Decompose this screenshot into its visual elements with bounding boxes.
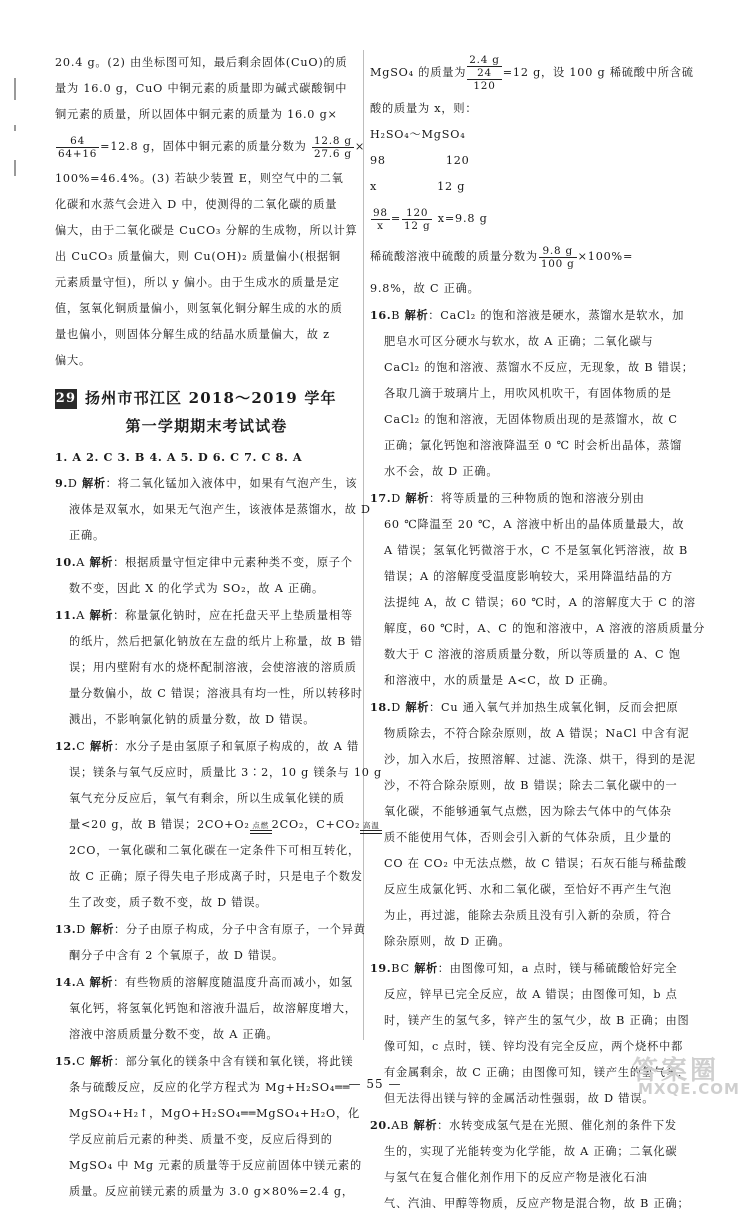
text-line: 液体是双氧水，如果无气泡产生，该液体是蒸馏水，故 D	[69, 503, 371, 516]
text-line: 100%=46.4%。(3) 若缺少装置 E，则空气中的二氧	[55, 172, 344, 185]
question-17: 17.D 解析：将等质量的三种物质的饱和溶液分别由	[370, 491, 645, 505]
text-line: 但无法得出镁与锌的金属活动性强弱，故 D 错误。	[384, 1092, 655, 1105]
text-line: 解度，60 ℃时，A、C 的饱和溶液中，A 溶液的溶质质量分	[384, 622, 706, 635]
text-line: 元素质量守恒)，所以 y 偏小。由于生成水的质量是定	[55, 276, 340, 289]
text-line: 偏大，由于二氧化碳是 CuCO₃ 分解的生成物，所以计算	[55, 224, 358, 237]
text-line: 误；用内壁附有水的烧杯配制溶液，会使溶液的溶质质	[69, 661, 357, 674]
text-line: 和溶液中，水的质量是 A<C，故 D 正确。	[384, 674, 616, 687]
text-line: 溅出，不影响氯化钠的质量分数，故 D 错误。	[69, 713, 316, 726]
watermark-logo	[632, 1050, 744, 1100]
question-10: 10.A 解析：根据质量守恒定律中元素种类不变，原子个	[55, 555, 353, 569]
text-line: 条与硫酸反应，反应的化学方程式为 Mg+H₂SO₄══	[69, 1081, 351, 1094]
page-number: — 55 —	[348, 1077, 402, 1091]
text-line: 误；镁条与氧气反应时，质量比 3∶2，10 g 镁条与 10 g	[69, 766, 382, 779]
fraction: 2.4 g 24 120	[469, 54, 500, 92]
text-line: 法提纯 A，故 C 错误；60 ℃时，A 的溶解度大于 C 的溶	[384, 596, 696, 609]
text-line: 故 C 正确；原子得失电子形成离子时，只是电子个数发	[69, 870, 363, 883]
text-line: 数不变，因此 X 的化学式为 SO₂，故 A 正确。	[69, 582, 324, 595]
text-line: 错误；A 的溶解度受温度影响较大，采用降温结晶的方	[384, 570, 673, 583]
question-16: 16.B 解析：CaCl₂ 的饱和溶液是硬水，蒸馏水是软水，加	[370, 308, 685, 322]
watermark-url: MXQE.COM	[638, 1080, 740, 1098]
equation-line: 98 120	[370, 154, 470, 167]
text-line: 铜元素的质量，所以固体中铜元素的质量为 16.0 g×	[55, 108, 338, 121]
text-line: 正确。	[69, 529, 105, 542]
text-line: 生了改变，质子数不变，故 D 错误。	[69, 896, 268, 909]
exam-title-line2: 第一学期期末考试试卷	[125, 417, 288, 435]
equation-line: x 12 g	[370, 180, 466, 193]
question-18: 18.D 解析：Cu 通入氧气并加热生成氧化铜，反而会把原	[370, 700, 679, 714]
text-line: MgSO₄ 中 Mg 元素的质量等于反应前固体中镁元素的	[69, 1159, 362, 1172]
fraction-line: $\frac{98}{x}$ = $\frac{120}{12 g}$ x=9.8 g	[373, 206, 488, 232]
question-13: 13.D 解析：分子由原子构成，分子中含有原子，一个异黄	[55, 922, 366, 936]
margin-mark	[14, 160, 16, 176]
question-19: 19.BC 解析：由图像可知，a 点时，镁与稀硫酸恰好完全	[370, 961, 678, 975]
fraction: $\frac{64}{64+16}$	[58, 134, 98, 160]
text-line: 沙，加入水后，按照溶解、过滤、洗涤、烘干，得到的是泥	[384, 753, 696, 766]
fraction-line: 稀硫酸溶液中硫酸的质量分数为 $\frac{9.8 g}{100 g}$ ×100%=	[370, 244, 634, 270]
text-line: 酸的质量为 x，则：	[370, 102, 478, 115]
question-14: 14.A 解析：有些物质的溶解度随温度升高而减小，如氢	[55, 975, 353, 989]
fraction-line: $\frac{64}{64+16}$ =12.8 g，固体中铜元素的质量分数为 $\frac{12.8 g}{27.6 g}$ ×	[58, 134, 366, 160]
text-line: MgSO₄+H₂↑，MgO+H₂SO₄══MgSO₄+H₂O，化	[69, 1107, 361, 1120]
equation-line: 量<20 g，故 B 错误；2CO+O₂ 点燃 2CO₂，C+CO₂ 高温	[55, 812, 358, 838]
text-line: 的纸片，然后把氯化钠放在左盘的纸片上称量，故 B 错	[69, 635, 363, 648]
watermark-text: 答案圈	[632, 1056, 720, 1086]
text-line: A 错误；氢氧化钙微溶于水，C 不是氢氧化钙溶液，故 B	[384, 544, 689, 557]
fraction: $\frac{9.8 g}{100 g}$	[540, 244, 575, 270]
text-line: 除杂原则，故 D 正确。	[384, 935, 511, 948]
text-line: 有金属剩余，故 C 正确；由图像可知，镁产生的氢气多，	[384, 1066, 690, 1079]
fraction: $\frac{12.8 g}{27.6 g}$	[313, 134, 352, 160]
text-line: 出 CuCO₃ 质量偏大，则 Cu(OH)₂ 质量偏小(根据铜	[55, 250, 341, 263]
text-line: 偏大。	[55, 354, 91, 367]
text-line: 氧化钙，将氢氧化钙饱和溶液升温后，故溶解度增大，	[69, 1002, 357, 1015]
text-line: 化碳和水蒸气会进入 D 中，使测得的二氧化碳的质量	[55, 198, 338, 211]
text-line: 学反应前后元素的种类、质量不变，反应后得到的	[69, 1133, 333, 1146]
text-line: 9.8%，故 C 正确。	[370, 282, 480, 295]
question-12: 12.C 解析：水分子是由氢原子和氧原子构成的，故 A 错	[55, 739, 359, 753]
text-line: 量分数偏小，故 C 错误；溶液具有均一性，所以转移时	[69, 687, 363, 700]
right-column	[370, 50, 706, 1217]
text-line: 数大于 C 溶液的溶质质量分数，所以等质量的 A、C 饱	[384, 648, 681, 661]
text-line: 质量。反应前镁元素的质量为 3.0 g×80%=2.4 g，	[69, 1185, 354, 1198]
text-line: 值，氢氧化铜质量偏小，则氢氧化铜分解生成的水的质	[55, 302, 343, 315]
text-line: 溶液中溶质质量分数不变，故 A 正确。	[69, 1028, 279, 1041]
text-line: CaCl₂ 的饱和溶液、蒸馏水不反应，无现象，故 B 错误；	[384, 361, 694, 374]
text-line: 时，镁产生的氢气多，锌产生的氢气少，故 B 正确；由图	[384, 1014, 690, 1027]
answers-1-8: 1. A 2. C 3. B 4. A 5. D 6. C 7. C 8. A	[55, 450, 303, 464]
fraction: $\frac{120}{12 g}$	[404, 206, 431, 232]
reaction-arrow: 高温	[360, 822, 382, 834]
text-line: CaCl₂ 的饱和溶液，无固体物质出现的是蒸馏水，故 C	[384, 413, 678, 426]
fraction: $\frac{98}{x}$	[373, 206, 388, 232]
text-line: 量也偏小，则固体分解生成的结晶水质量偏大，故 z	[55, 328, 330, 341]
text-line: 正确；氯化钙饱和溶液降温至 0 ℃ 时会析出晶体，蒸馏	[384, 439, 683, 452]
text-line: 氧化碳，不能够通氧气点燃，因为除去气体中的气体杂	[384, 805, 672, 818]
text-line: 60 ℃降温至 20 ℃，A 溶液中析出的晶体质量最大，故	[384, 518, 685, 531]
text-line: 反应，锌早已完全反应，故 A 错误；由图像可知，b 点	[384, 988, 678, 1001]
text-line: 20.4 g。(2) 由坐标图可知，最后剩余固体(CuO)的质	[55, 56, 348, 69]
text-line: 与氢气在复合催化剂作用下的反应产物是液化石油	[384, 1171, 648, 1184]
text-line: 生的，实现了光能转变为化学能，故 A 正确；二氧化碳	[384, 1145, 678, 1158]
text-line: 水不会，故 D 正确。	[384, 465, 499, 478]
text-line: 物质除去，不符合除杂原则，故 A 错误；NaCl 中含有泥	[384, 727, 690, 740]
question-15: 15.C 解析：部分氧化的镁条中含有镁和氧化镁，将此镁	[55, 1054, 354, 1068]
reaction-arrow: 点燃	[250, 822, 272, 834]
equation-line: H₂SO₄～MgSO₄	[370, 128, 466, 141]
text-line: 质不能使用气体，否则会引入新的气体杂质，且少量的	[384, 831, 672, 844]
text-line: 酮分子中含有 2 个氧原子，故 D 错误。	[69, 949, 284, 962]
text-line: 气、汽油、甲醇等物质，反应产物是混合物，故 B 正确；	[384, 1197, 690, 1210]
question-11: 11.A 解析：称量氯化钠时，应在托盘天平上垫质量相等	[55, 608, 353, 622]
text-line: 量为 16.0 g，CuO 中铜元素的质量即为碱式碳酸铜中	[55, 82, 348, 95]
margin-mark	[14, 78, 16, 100]
exam-title-line1: 扬州市邗江区 2018～2019 学年	[85, 389, 337, 407]
fraction-line: MgSO₄ 的质量为 2.4 g 24 120 =12 g，设 100 g 稀硫酸中所含硫	[370, 54, 694, 92]
text-line: 像可知，c 点时，镁、锌均没有完全反应，两个烧杯中都	[384, 1040, 684, 1053]
text-line: 氧气充分反应后，氧气有剩余，所以生成氧化镁的质	[69, 792, 345, 805]
question-20: 20.AB 解析：水转变成氢气是在光照、催化剂的条件下发	[370, 1118, 677, 1132]
text-line: 各取几滴于玻璃片上，用吹风机吹干，有固体物质的是	[384, 387, 672, 400]
question-9: 9.D 解析：将二氧化锰加入液体中，如果有气泡产生，该	[55, 476, 358, 490]
text-line: 反应生成氯化钙、水和二氧化碳，至恰好不再产生气泡	[384, 883, 672, 896]
exam-number-badge: 29	[55, 389, 77, 409]
text-line: 2CO，一氧化碳和二氧化碳在一定条件下可相互转化，	[69, 844, 360, 857]
text-line: CO 在 CO₂ 中无法点燃，故 C 错误；石灰石能与稀盐酸	[384, 857, 687, 870]
text-line: 肥皂水可区分硬水与软水，故 A 正确；二氧化碳与	[384, 335, 654, 348]
text-line: 为止，再过滤，能除去杂质且没有引入新的杂质，符合	[384, 909, 672, 922]
column-divider	[363, 50, 364, 1040]
exam-title	[55, 384, 358, 440]
text-line: 沙，不符合除杂原则，故 B 错误；除去二氧化碳中的一	[384, 779, 678, 792]
margin-mark	[14, 125, 16, 131]
